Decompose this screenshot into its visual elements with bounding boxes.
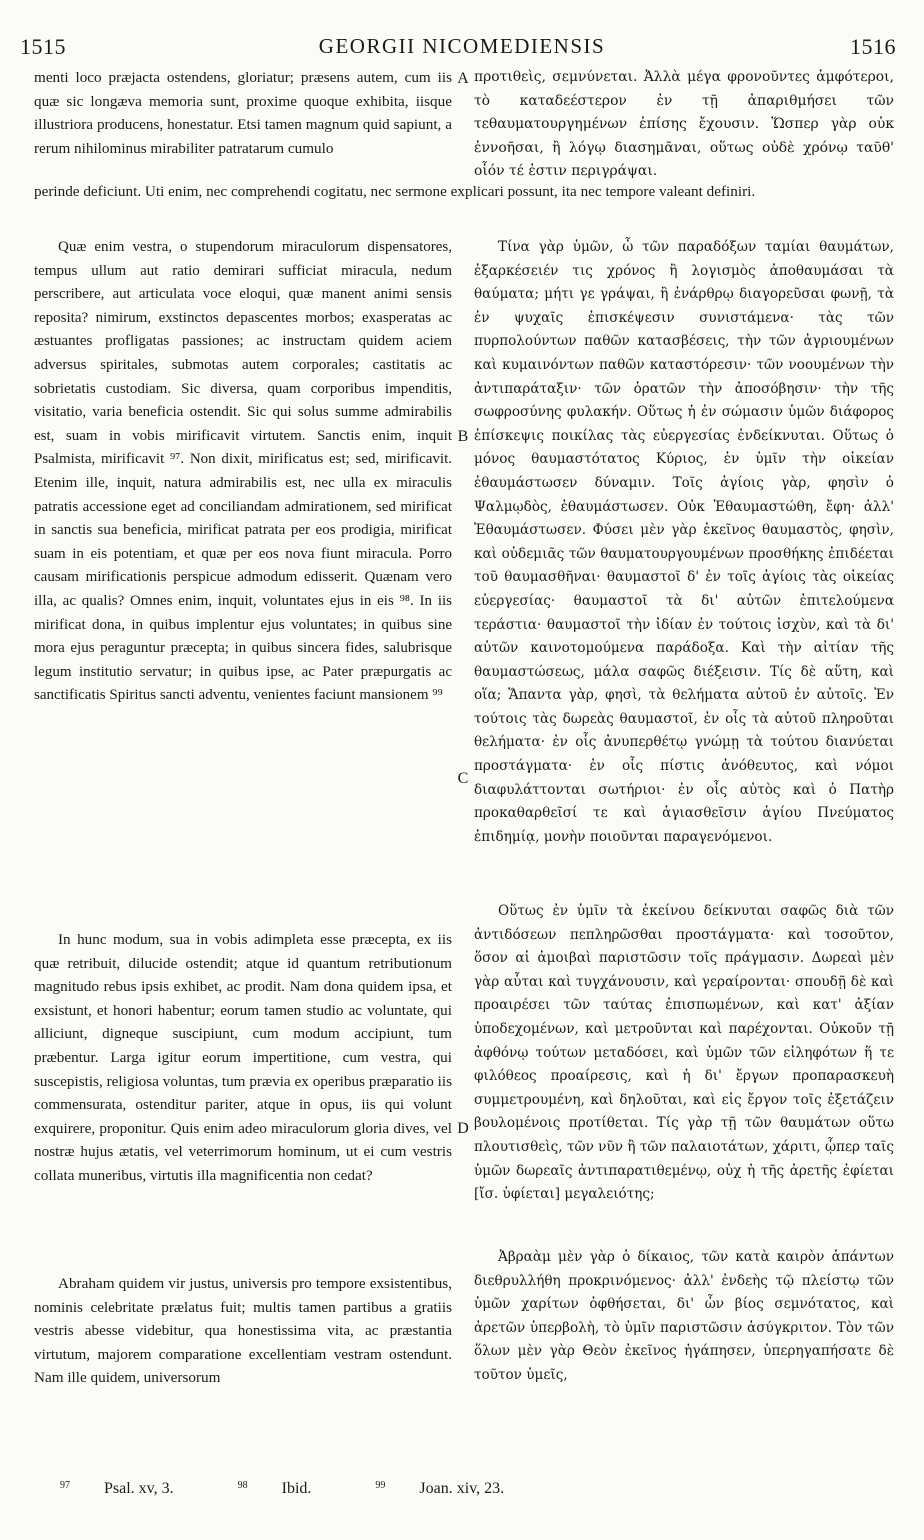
- latin-paragraph: In hunc modum, sua in vobis adimpleta esse præcepta, ex iis quæ retribuit, dilucide ostendit; atque id quantum retributionum magnitudo rebus ipsis exhibet, ac prodit. Nam dona quidem ipsa, et exsistunt, et honori habentur; eorum tamen studio ac voluntate, qui alliciunt, digneque suscipiunt, cum modum accipiunt, tum præbentur. Larga igitur eorum impertitione, cum vestra, qui suscepistis, religiosa voluntas, tum prævia ex operibus præparatio iis commensurata, ostenditur pariter, atque in opus, iis qui volunt exquirere, proponitur. Quis enim adeo miraculorum gloria dives, vel nostræ hujus ætatis, vel veterrimorum hominum, ut ei cum vestris collata muneribus, virtutis illa magnificentia non cedat?: [34, 931, 452, 1184]
- greek-block-3: [474, 900, 894, 1240]
- footnote-98: [238, 1480, 342, 1497]
- footnote-97: [60, 1480, 204, 1497]
- greek-block-1: [474, 66, 894, 180]
- greek-paragraph: Οὕτως ἐν ὑμῖν τὰ ἐκείνου δείκνυται σαφῶς διὰ τῶν ἀντιδόσεων πεπληρῶσθαι προστάγματα· καὶ τοσοῦτον, ὅσον αἱ ἀμοιβαὶ παριστῶσιν τοῖς πράγμασιν. Δωρεαὶ μὲν γὰρ αὗται καὶ τυγχάνουσιν, καὶ γεραίρονται· σπουδῇ δὲ καὶ προαιρέσει τῶν ταύτας ἐπισπωμένων, καὶ κατ' ἀξίαν ὑποδεχομένων, καὶ μετροῦνται καὶ παρέχονται. Οὐκοῦν τῇ ἀφθόνῳ τούτων μεταδόσει, καὶ ὑμῶν τῶν εἰληφότων ἥ τε φιλόθεος προαίρεσις, καὶ ἡ δι' ἔργων προπαρασκευὴ συμμετρουμένη, καὶ δηλοῦται, καὶ εἰς ἔργον τοῖς ἐξετάζειν βουλομένοις προτίθεται. Τίς γὰρ τῇ τῶν θαυμάτων οὕτω πλουτισθεὶς, τῶν νῦν ἢ τῶν παλαιοτάτων, χάριτι, ᾧπερ ταῖς ὑμῶν δωρεαῖς ἀντιπαρατιθεμένῳ, οὐχ ἡ τῆς ἀρετῆς ἐφίεται [ἴσ. ὑφίεται] μεγαλειότης;: [474, 903, 894, 1203]
- right-page-number: 1516: [850, 34, 896, 59]
- left-page-number: 1515: [20, 34, 66, 59]
- footnote-number: 99: [375, 1480, 386, 1491]
- latin-block-2: [34, 236, 452, 876]
- running-title: GEORGII NICOMEDIENSIS: [318, 34, 606, 58]
- running-header: [0, 34, 924, 66]
- latin-block-3: [34, 928, 452, 1268]
- margin-marker-c: C: [457, 770, 469, 787]
- latin-paragraph: Abraham quidem vir justus, universis pro tempore exsistentibus, nominis celebritate prælatus fuit; multis tamen partibus a gratiis vestris abesse videbitur, qua honestissima vita, ac præstantia virtutum, majorem comparatione excellentiam vestram ostendunt. Nam ille quidem, universorum: [34, 1275, 452, 1387]
- margin-marker-d: D: [457, 1120, 469, 1137]
- greek-paragraph: Ἀβραὰμ μὲν γὰρ ὁ δίκαιος, τῶν κατὰ καιρὸν ἁπάντων διεθρυλλήθη προκρινόμενος· ἀλλ' ἐνδεὴς τῷ πλείστῳ τῶν ὑμῶν χαρίτων ὀφθήσεται, δι' ὧν βίος σεμνότατος, καὶ ἀρετῶν ὑπερβολὴ, τὸ ὑμῖν παριστῶσιν ἀσύγκριτον. Τὸν τῶν ὅλων μὲν γὰρ Θεὸν ἐκεῖνος ἠγάπησεν, ὑπερηγαπήσατε δὲ τοῦτον ὑμεῖς,: [474, 1249, 894, 1383]
- greek-block-4: [474, 1246, 894, 1446]
- margin-marker-a: A: [457, 70, 469, 87]
- footnote-number: 97: [60, 1480, 70, 1491]
- footnote-99: [375, 1480, 534, 1497]
- greek-block-2: [474, 236, 894, 896]
- footnote-text: Joan. xiv, 23.: [419, 1480, 505, 1497]
- latin-paragraph: Quæ enim vestra, o stupendorum miraculorum dispensatores, tempus ullum aut ratio demirari sufficiat miracula, nedum perscribere, aut articulata voce eloqui, quæ manent animi sensis reposita? nimirum, exstinctos depascentes morbos; exasperatas ac æstuantes profligatas passiones; ac instructam quidem aciem adversus spiritales, submotas autem corporales; castitatis ac sobrietatis custodiam. Sic diversa, quam corporibus impenditis, visitatio, varia beneficia ostendit. Sic qui solus summe admirabilis est, suam in vobis mirificavit virtutem. Sanctis enim, inquit Psalmista, mirificavit ⁹⁷. Non dixit, mirificatus est; sed, mirificavit. Etenim ille, inquit, natura admirabilis est, nec ulla ex miraculis patratis accessione eget ad conciliandam admirationem, sed mirificat in sanctis sua beneficia, mirificat patrata per eos prodigia, mirificat suam in eis potentiam, et quæ per eos nova fiunt miracula. Porro causam mirificationis perspicue admodum edisserit. Quænam vero illa, ac qualis? Omnes enim, inquit, voluntates ejus in eis ⁹⁸. In iis mirificat dona, in quibus implentur ejus voluntates; in quibus sine mora ejus peraguntur præcepta; in quibus sincera fides, salubrisque legum institutio servatur; in quibus ipse, ac Pater præpurgatis ac sanctificatis Spiritus sancti adventu, venientes faciunt mansionem ⁹⁹: [34, 239, 452, 704]
- footnote-number: 98: [237, 1480, 248, 1491]
- margin-marker-b: B: [457, 428, 469, 445]
- greek-paragraph: Τίνα γὰρ ὑμῶν, ὦ τῶν παραδόξων ταμίαι θαυμάτων, ἐξαρκέσειέν τις χρόνος ἢ λογισμὸς ἀποθαυμάσαι τὰ θαύματα; μήτι γε γράψαι, ἢ ἐνάρθρῳ διαγορεῦσαι φωνῇ, τὰ ἐν ψυχαῖς ἐπισκέψεσιν συνιστάμενα· τὰς τῶν πυρπολούντων παθῶν κατασβέσεις, τὴν τῶν ἀγριουμένων καὶ κυμαινόντων παθῶν καταστόρεσιν· τῶν νοουμένων τὴν ἀντιπαράταξιν· τῶν ὁρατῶν τὴν ἀποσόβησιν· τὴν τῆς σωφροσύνης φυλακήν. Οὕτως ἡ ἐν σώμασιν ὑμῶν διάφορος ἐπίσκεψις ποικίλας τὰς εὐεργεσίας ἐνδείκνυται. Οὕτως ὁ μόνος θαυμαστότατος Κύριος, ἐν ὑμῖν τὴν οἰκείαν ἐθαυμάστωσεν δύναμιν. Τοῖς ἁγίοις γὰρ, φησὶν ὁ Ψαλμῳδὸς, ἐθαυμάστωσεν. Οὐκ Ἐθαυμαστώθη, ἔφη· ἀλλ' Ἐθαυμάστωσεν. Φύσει μὲν γὰρ ἐκεῖνος θαυμαστὸς, φησὶν, καὶ οὐδεμιᾶς τῶν θαυματουργουμένων προσθήκης ἐπιδέεται τοῦ θαυμασθῆναι· θαυμαστοῖ δ' ἐν τοῖς ἁγίοις τὰς οἰκείας εὐεργεσίας· θαυμαστοῖ τὰ δι' αὐτῶν ἐπιτελούμενα τεράστια· θαυμαστοῖ τὴν ἰδίαν ἐν τούτοις ἰσχὺν, καὶ τὰ δι' αὐτῶν καινοτομούμενα παράδοξα. Καὶ τὴν αἰτίαν τῆς θαυμαστώσεως, μάλα σαφῶς διέξεισιν. Τίς δὲ αὕτη, καὶ οἵα; Ἅπαντα γὰρ, φησὶ, τὰ θελήματα αὐτοῦ ἐν αὐτοῖς. Ἐν τούτοις τὰς δωρεὰς θαυμαστοῖ, ἐν οἷς τὰ αὐτοῦ πληροῦται θελήματα· ἐν οἷς ἀνυπερθέτῳ γνώμῃ τὰ τούτου διανύεται προστάγματα· ἐν οἷς πίστις ἀνόθευτος, καὶ νόμοι διαφυλάττονται σωτήριοι· ἐν οἷς αὐτὸς καὶ ὁ Πατὴρ προκαθαρθεῖσί τε καὶ ἁγιασθεῖσιν ἁγίου Πνεύματος ἐπιδημίᾳ, μονὴν ποιοῦνται παραγενόμενοι.: [474, 239, 894, 845]
- latin-paragraph: menti loco præjacta ostendens, gloriatur; præsens autem, cum iis quæ sic longæva memoria sunt, proxime quoque exhibita, iisque illustriora producens, honestatur. Etsi tamen magnum quid sapiunt, a rerum nihilominus mirabiliter patratarum cumulo: [34, 69, 452, 157]
- footnote-text: Ibid.: [281, 1480, 312, 1497]
- latin-block-4: [34, 1272, 452, 1452]
- latin-block-1: [34, 66, 452, 180]
- footnotes: [60, 1480, 505, 1498]
- greek-paragraph: προτιθεὶς, σεμνύνεται. Ἀλλὰ μέγα φρονοῦντες ἀμφότεροι, τὸ καταδεέστερον ἐν τῇ ἀπαριθμήσει τῶν τεθαυματουργημένων ἐπίσης ἔχουσιν. Ὥσπερ γὰρ οὐκ ἐννοῆσαι, ἢ λόγῳ διασημᾶναι, οὕτως οὐδὲ χρόνῳ ταῦθ' οἷόν τέ ἐστιν περιγράψαι.: [474, 69, 894, 180]
- latin-full-width-lines: perinde deficiunt. Uti enim, nec comprehendi cogitatu, nec sermone explicari possunt, ita nec tempore valeant definiri.: [34, 183, 756, 200]
- footnote-text: Psal. xv, 3.: [104, 1480, 174, 1497]
